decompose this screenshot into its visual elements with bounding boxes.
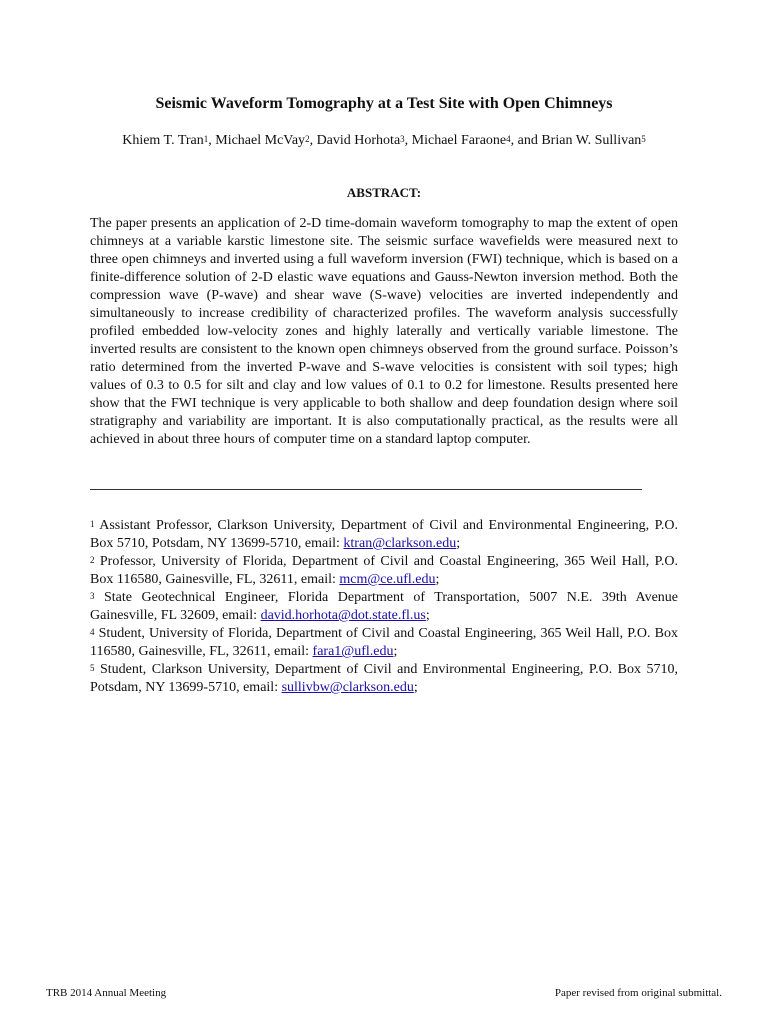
author	[122, 133, 208, 148]
author-name: Khiem T. Tran	[122, 133, 204, 148]
email-link[interactable]: fara1@ufl.edu	[312, 644, 394, 659]
footnote-end: ;	[435, 572, 440, 587]
email-link[interactable]: ktran@clarkson.edu	[343, 536, 457, 551]
author-separator: ,	[309, 133, 317, 148]
author	[541, 133, 645, 148]
abstract-heading: ABSTRACT:	[346, 185, 422, 200]
footnotes	[90, 517, 678, 697]
author-affiliation-mark: 3	[400, 134, 405, 144]
footnote-divider	[90, 489, 642, 490]
abstract-text: The paper presents an application of 2-D time-domain waveform tomography to map the extent of open chimneys at a variable karstic limestone site. The seismic surface wavefields were measured next to three open chimneys and inverted using a full waveform inversion (FWI) technique, which is based on a finite-difference solution of 2-D elastic wave equations and Gauss-Newton inversion method. Both the compression wave (P-wave) and shear wave (S-wave) velocities are inverted independently and simultaneously to increase credibility of characterized profiles. The waveform analysis successfully profiled embedded low-velocity zones and highly laterally and vertically variable limestone. The inverted results are consistent to the known open chimneys observed from the ground surface. Poisson’s ratio determined from the inverted P-wave and S-wave velocities is consistent with soil types; high values of 0.3 to 0.5 for silt and clay and low values of 0.1 to 0.2 for limestone. Results presented here show that the FWI technique is very applicable to both shallow and deep foundation design where soil stratigraphy and variability are important. It is also computationally practical, as the results were all achieved in about three hours of computer time on a standard laptop computer.	[90, 216, 678, 447]
author-name: Michael Faraone	[411, 133, 507, 148]
footnote-end: ;	[413, 680, 418, 695]
author-separator: , and	[510, 133, 542, 148]
footnote	[90, 553, 678, 589]
footnote-text: Professor, University of Florida, Department of Civil and Coastal Engineering, 365 Weil Hall, P.O. Box 116580, Gainesville, FL, 32611, email:	[90, 554, 678, 587]
footnote-end: ;	[456, 536, 461, 551]
footer-conference: TRB 2014 Annual Meeting	[46, 987, 167, 999]
footer-revision-note: Paper revised from original submittal.	[554, 987, 722, 999]
footnote-mark: 5	[90, 663, 95, 673]
footnote-text: Assistant Professor, Clarkson University, Department of Civil and Environmental Engineering, P.O. Box 5710, Potsdam, NY 13699-5710, email:	[90, 518, 678, 551]
author	[215, 133, 309, 148]
footnote	[90, 517, 678, 553]
footnote-text: Student, Clarkson University, Department of Civil and Environmental Engineering, P.O. Box 5710, Potsdam, NY 13699-5710, email:	[90, 662, 678, 695]
email-link[interactable]: david.horhota@dot.state.fl.us	[260, 608, 426, 623]
email-link[interactable]: sullivbw@clarkson.edu	[281, 680, 414, 695]
footnote-mark: 2	[90, 555, 95, 565]
author-separator: ,	[208, 133, 216, 148]
footnote	[90, 661, 678, 697]
footnote-mark: 3	[90, 591, 95, 601]
author-name: David Horhota	[316, 133, 401, 148]
footnote-mark: 4	[90, 627, 95, 637]
paper-title: Seismic Waveform Tomography at a Test Site with Open Chimneys	[155, 95, 613, 112]
footnote-end: ;	[425, 608, 430, 623]
footnote-text: State Geotechnical Engineer, Florida Department of Transportation, 5007 N.E. 39th Avenue Gainesville, FL 32609, email:	[90, 590, 678, 623]
footnote	[90, 589, 678, 625]
author	[412, 133, 511, 148]
author-name: Brian W. Sullivan	[541, 133, 642, 148]
footnote-mark: 1	[90, 519, 95, 529]
footnote	[90, 625, 678, 661]
author-affiliation-mark: 2	[305, 134, 310, 144]
author-list	[40, 132, 728, 150]
footnote-text: Student, University of Florida, Department of Civil and Coastal Engineering, 365 Weil Hall, P.O. Box 116580, Gainesville, FL, 32611, email:	[90, 626, 678, 659]
author	[317, 133, 405, 148]
author-affiliation-mark: 1	[203, 134, 209, 144]
author-affiliation-mark: 5	[641, 134, 646, 144]
author-affiliation-mark: 4	[506, 134, 511, 144]
footnote-end: ;	[393, 644, 398, 659]
author-separator: ,	[404, 133, 412, 148]
author-name: Michael McVay	[215, 133, 306, 148]
email-link[interactable]: mcm@ce.ufl.edu	[339, 572, 436, 587]
